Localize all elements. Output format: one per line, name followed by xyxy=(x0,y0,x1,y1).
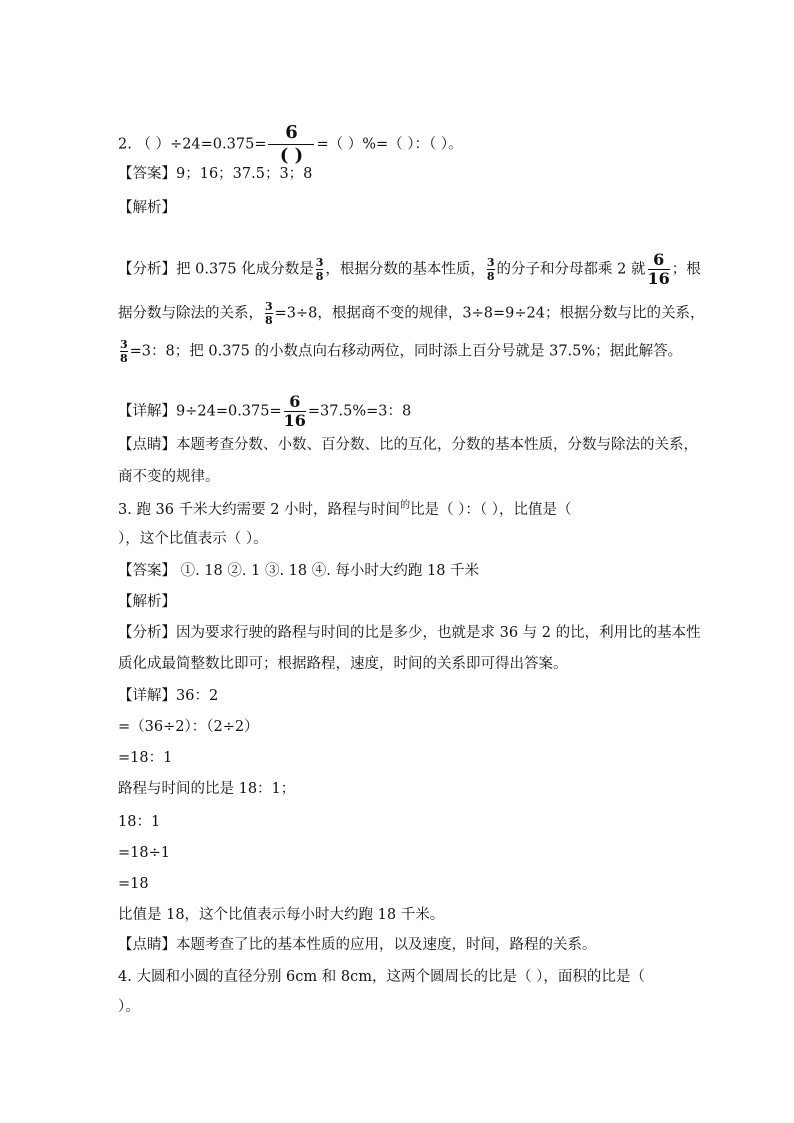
q3-analysis-line1: 【分析】因为要求行驶的路程与时间的比是多少，也就是求 36 与 2 的比，利用比的基本性 xyxy=(118,625,701,641)
fraction-3-8: $\frac{3}{8}$ xyxy=(265,300,273,327)
q3-question-line1: 3. 跑 36 千米大约需要 2 小时，路程与时间$^的$比是（ ）：（ ），比值是（ xyxy=(118,500,572,518)
fraction-6-16: $\frac{6}{16}$ xyxy=(283,392,306,430)
fraction-3-8: $\frac{3}{8}$ xyxy=(486,256,495,283)
q3-detail-line6: =18÷1 xyxy=(118,845,170,861)
q4-question-line2: ）。 xyxy=(118,999,140,1015)
q3-detail-line8: 比值是 18，这个比值表示每小时大约跑 18 千米。 xyxy=(118,907,445,923)
q2-comment-line1: 【点睛】本题考查分数、小数、百分数、比的互化，分数的基本性质，分数与除法的关系， xyxy=(118,437,698,453)
q3-answer: 【答案】 ①. 18 ②. 1 ③. 18 ④. 每小时大约跑 18 千米 xyxy=(118,563,480,579)
q3-detail-line3: =18：1 xyxy=(118,750,173,766)
q3-comment: 【点睛】本题考查了比的基本性质的应用，以及速度，时间，路程的关系。 xyxy=(118,937,597,953)
q2-analysis-line1: 【分析】把 0.375 化成分数是 $\frac{3}{8}$ ，根据分数的基本性质， $\frac{3}{8}$ 的分子和分母都乘 2 就 $\frac{6}{16}$ ；根 xyxy=(118,250,701,288)
q3-detail-line2: =（36÷2）：（2÷2） xyxy=(118,719,259,735)
q2-analysis-line3: $\frac{3}{8}$ =3：8；把 0.375 的小数点向右移动两位，同时添上百分号就是 37.5%；据此解答。 xyxy=(120,338,683,365)
q2-jiexi-heading: 【解析】 xyxy=(118,200,176,216)
q3-jiexi-heading: 【解析】 xyxy=(118,594,176,610)
q2-comment-line2: 商不变的规律。 xyxy=(118,469,220,485)
q3-detail-line5: 18：1 xyxy=(118,814,161,830)
fraction-6-16: $\frac{6}{16}$ xyxy=(647,250,670,288)
q2-question-text-b: =（ ）%=（ ）：（ ）。 xyxy=(316,136,463,153)
q3-detail-line1: 【详解】36：2 xyxy=(118,688,219,704)
q2-answer: 【答案】9；16；37.5；3；8 xyxy=(118,166,313,182)
q3-detail-line4: 路程与时间的比是 18：1； xyxy=(118,781,296,797)
q2-detail: 【详解】9÷24=0.375= $\frac{6}{16}$ =37.5%=3：8 xyxy=(118,392,412,430)
q2-question-fraction: $\frac{6}{( )}$ xyxy=(268,124,314,165)
fraction-3-8: $\frac{3}{8}$ xyxy=(120,338,128,365)
q3-question-line2: ），这个比值表示（ ）。 xyxy=(118,531,268,547)
q4-question-line1: 4. 大圆和小圆的直径分别 6cm 和 8cm，这两个圆周长的比是（ ），面积的比是（ xyxy=(118,969,645,985)
q3-analysis-line2: 质化成最简整数比即可；根据路程，速度，时间的关系即可得出答案。 xyxy=(118,656,568,672)
q2-analysis-line2: 据分数与除法的关系， $\frac{3}{8}$ =3÷8，根据商不变的规律，3÷8=9÷24；根据分数与比的关系， xyxy=(118,300,705,327)
fraction-3-8: $\frac{3}{8}$ xyxy=(315,256,324,283)
q2-question-text-a: 2. （ ）÷24=0.375= xyxy=(118,136,267,153)
q3-detail-line7: =18 xyxy=(118,876,149,892)
q2-question xyxy=(118,124,463,165)
